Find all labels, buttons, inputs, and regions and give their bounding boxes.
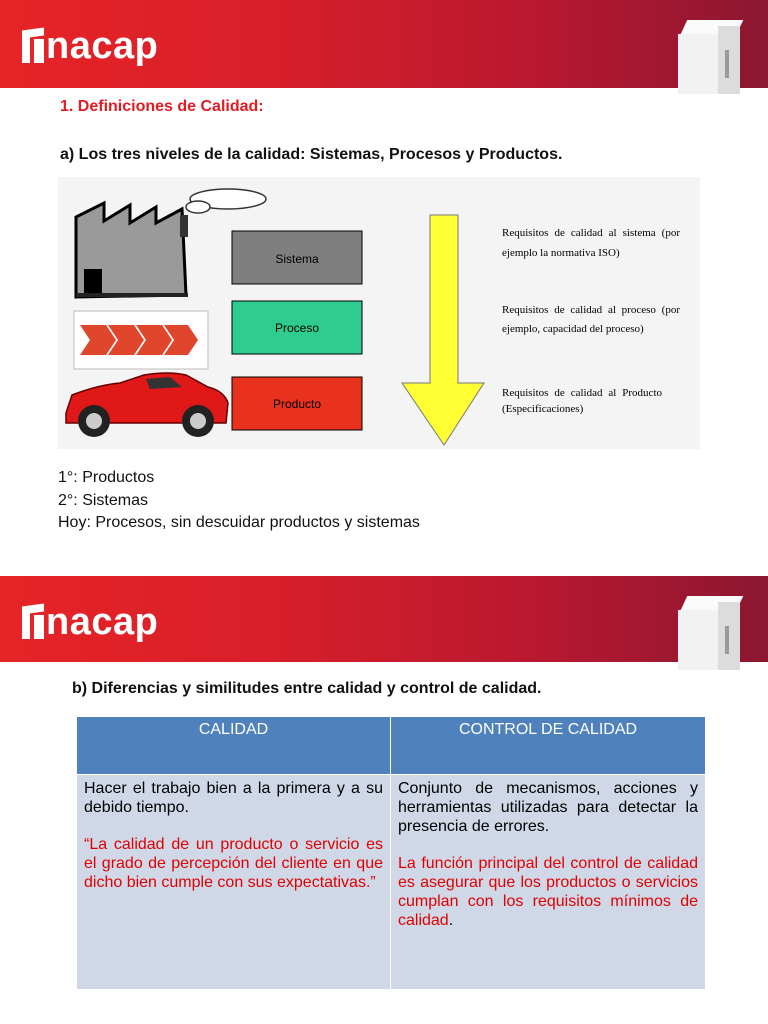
- evolution-list: [58, 467, 420, 535]
- cube-icon: [678, 20, 740, 94]
- smoke-cloud-icon: [186, 189, 266, 213]
- control-quote-end: .: [448, 912, 454, 929]
- req-producto: Requisitos de calidad al Producto (Especificaciones): [502, 387, 662, 415]
- inacap-logo: [22, 600, 158, 644]
- list-item: Hoy: Procesos, sin descuidar productos y sistemas: [58, 514, 420, 531]
- quality-levels-diagram: [58, 177, 700, 449]
- control-quote-wrap: [398, 854, 698, 930]
- list-item: 2°: Sistemas: [58, 491, 148, 509]
- control-definition: Conjunto de mecanismos, acciones y herramientas utilizadas para detectar la presencia de errores.: [398, 780, 698, 835]
- cell-calidad: [77, 775, 391, 990]
- header-calidad: CALIDAD: [77, 717, 391, 775]
- section-heading-b: b) Diferencias y similitudes entre calidad y control de calidad.: [72, 680, 542, 697]
- header-control-calidad: CONTROL DE CALIDAD: [391, 717, 706, 775]
- comparison-table: [76, 716, 706, 990]
- red-car-icon: [66, 373, 228, 437]
- logo-mark-icon: [22, 29, 44, 63]
- proceso-label: Proceso: [274, 321, 320, 335]
- process-chevrons-icon: [74, 311, 208, 369]
- header-banner: [0, 0, 768, 88]
- subsection-heading: a) Los tres niveles de la calidad: Sistemas, Procesos y Productos.: [60, 146, 563, 163]
- producto-label: Producto: [272, 397, 322, 411]
- calidad-quote: “La calidad de un producto o servicio es el grado de percepción del cliente en que dicho bien cumple con sus expectativas.”: [84, 836, 383, 891]
- down-arrow-icon: [402, 215, 484, 445]
- logo-text: nacap: [46, 601, 159, 643]
- section-heading: 1. Definiciones de Calidad:: [60, 98, 264, 115]
- cell-control-calidad: [391, 775, 706, 990]
- cube-icon: [678, 596, 740, 670]
- factory-icon: [76, 203, 188, 297]
- slide-gap: [0, 560, 768, 576]
- list-item: 1°: Productos: [58, 469, 155, 486]
- logo-text: nacap: [46, 25, 159, 67]
- sistema-label: Sistema: [275, 252, 319, 266]
- calidad-definition: Hacer el trabajo bien a la primera y a su debido tiempo.: [84, 780, 383, 816]
- control-quote: La función principal del control de calidad es asegurar que los productos o servicios cumplan con los requisitos mínimos de calidad: [398, 855, 698, 929]
- inacap-logo: [22, 24, 158, 68]
- header-banner: [0, 576, 768, 662]
- req-proceso: Requisitos de calidad al proceso (por ejemplo, capacidad del proceso): [502, 304, 680, 335]
- req-sistema: Requisitos de calidad al sistema (por ejemplo la normativa ISO): [502, 227, 680, 259]
- logo-mark-icon: [22, 605, 44, 639]
